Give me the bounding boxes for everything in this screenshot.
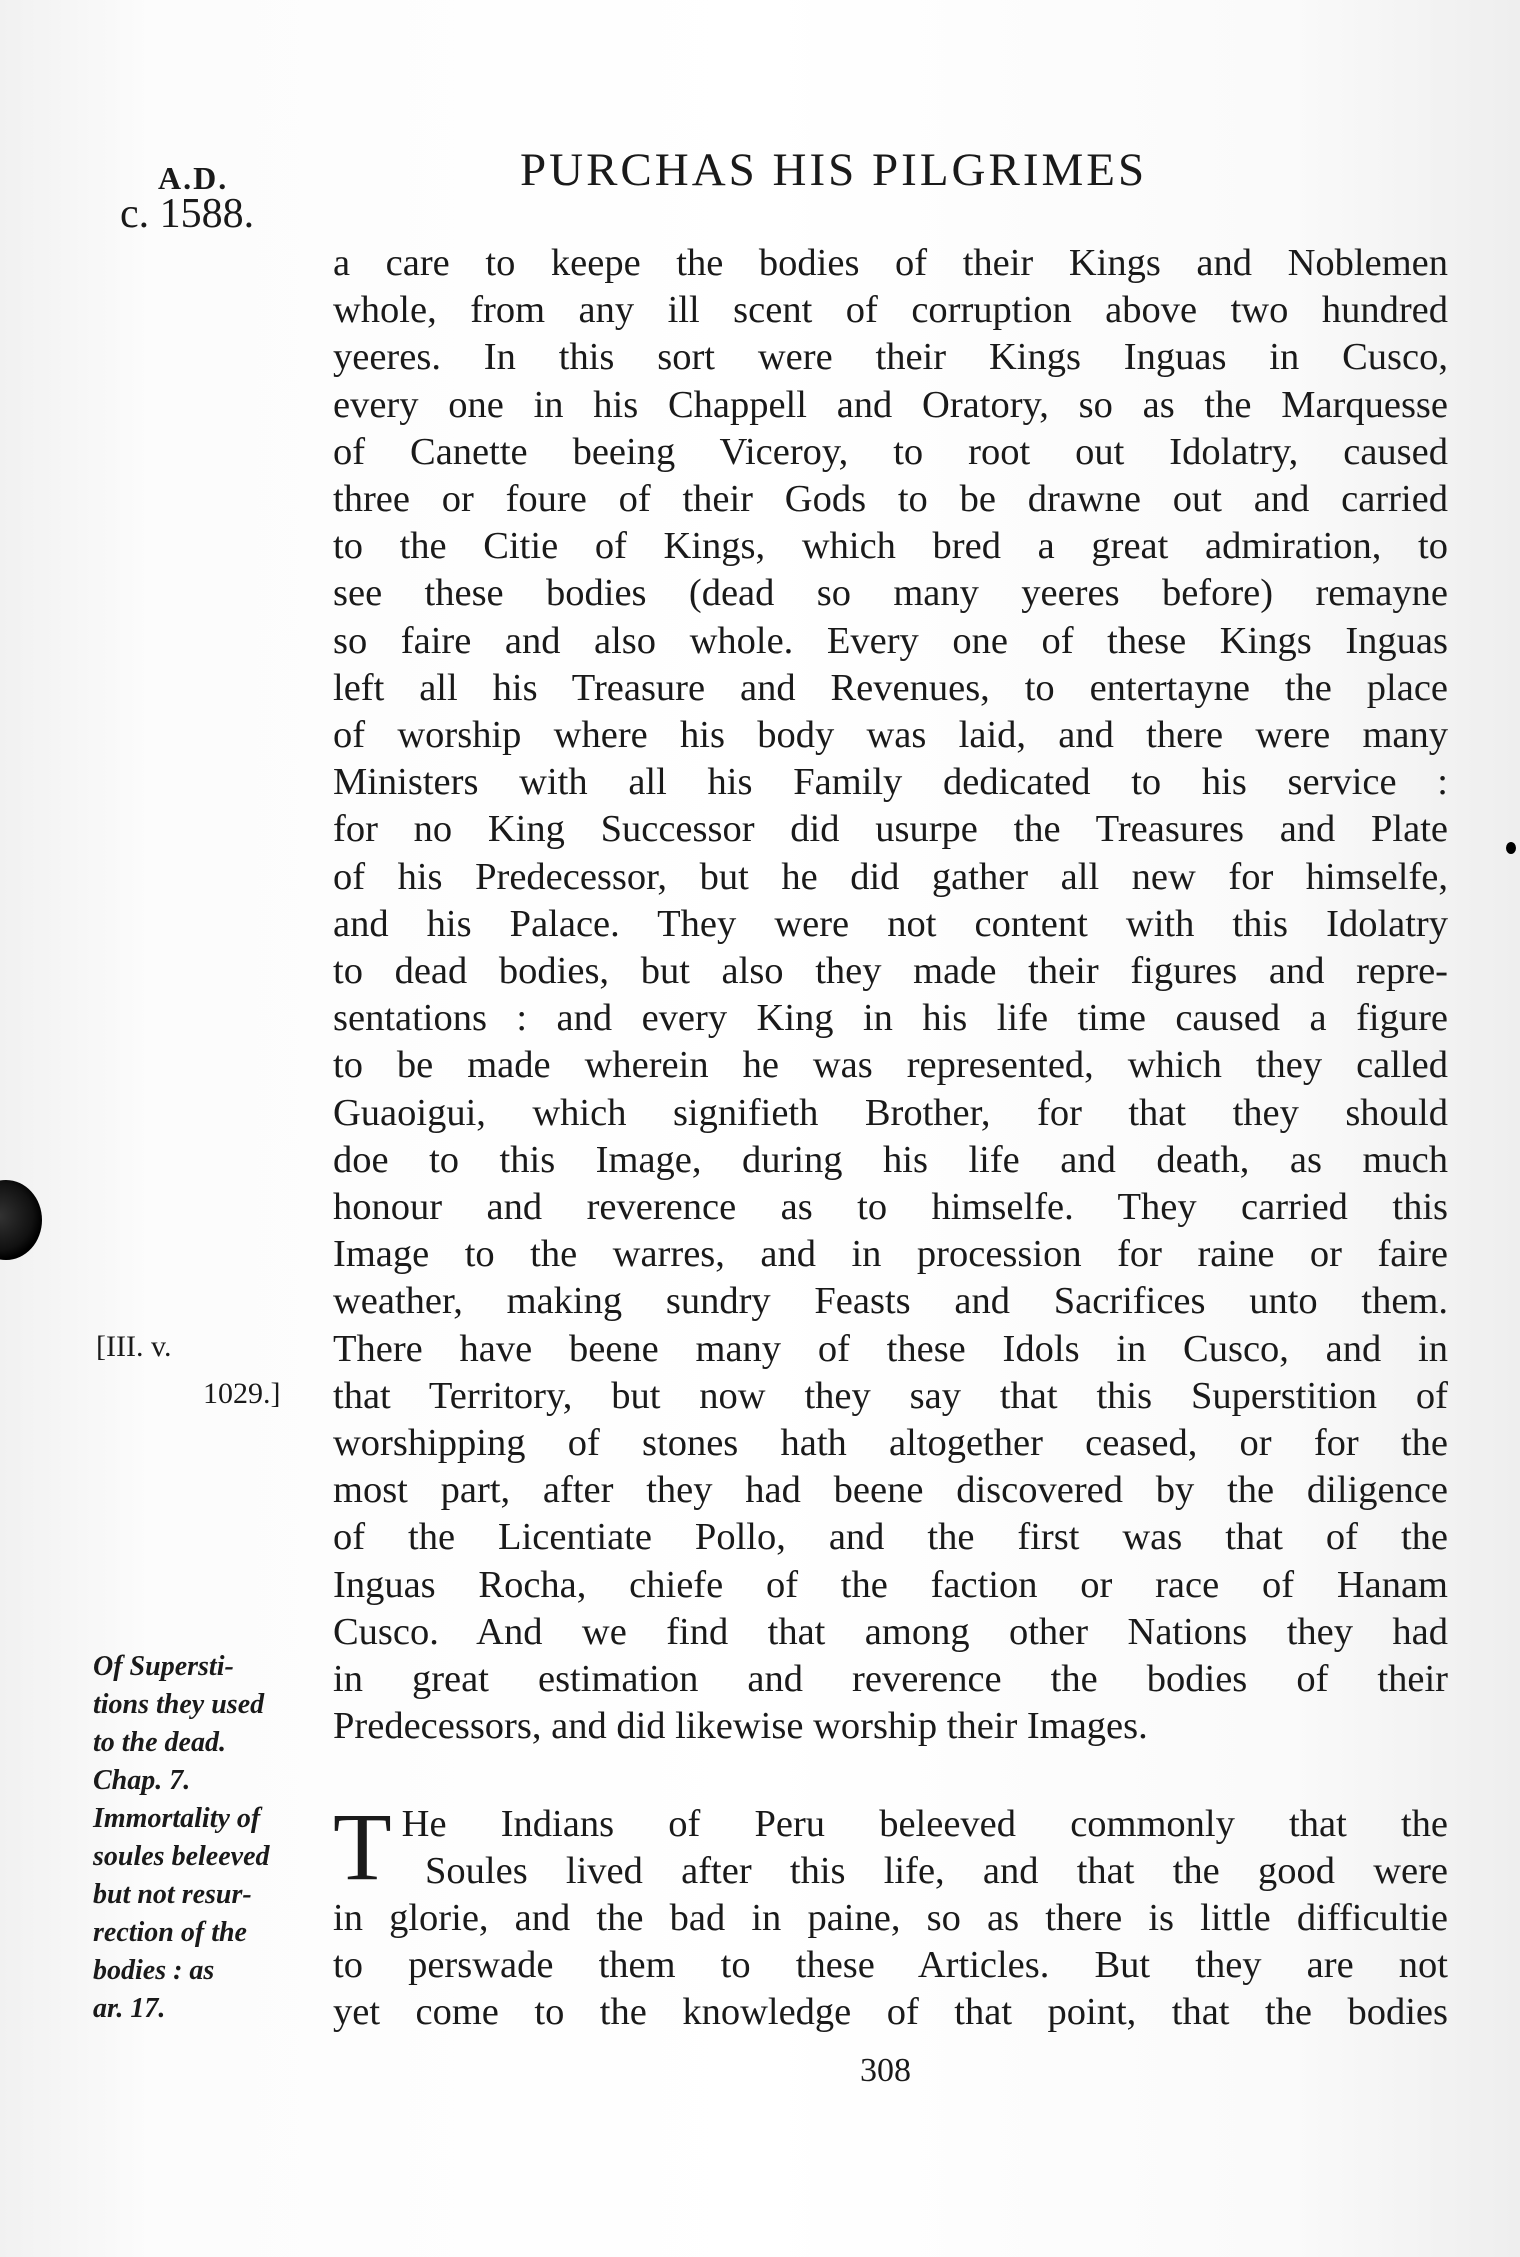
note-line: soules beleeved — [93, 1841, 270, 1872]
anno-domini-label: A.D. — [158, 160, 229, 196]
text-line: whole, from any ill scent of corruption above two hundred — [333, 289, 1448, 332]
text-line: Soules lived after this life, and that the good were — [425, 1849, 1448, 1892]
text-line: honour and reverence as to himselfe. They carried this — [333, 1186, 1448, 1229]
text-line: yet come to the knowledge of that point, that the bodies — [333, 1991, 1448, 2034]
text-line: so faire and also whole. Every one of these Kings Inguas — [333, 619, 1448, 662]
note-line: rection of the — [93, 1917, 247, 1948]
edge-mark — [1506, 842, 1516, 854]
text-line: Image to the warres, and in procession for raine or faire — [333, 1233, 1448, 1276]
text-line: to the Citie of Kings, which bred a great admiration, to — [333, 525, 1448, 568]
margin-note-immortality — [93, 1800, 270, 2028]
text-line: and his Palace. They were not content with this Idolatry — [333, 902, 1448, 945]
margin-ref-volume: [III. v. — [96, 1330, 172, 1363]
text-line: of worship where his body was laid, and there were many — [333, 714, 1448, 757]
year-label: c. 1588. — [120, 191, 255, 237]
text-line: most part, after they had beene discovered by the diligence — [333, 1469, 1448, 1512]
text-line: There have beene many of these Idols in Cusco, and in — [333, 1327, 1448, 1370]
note-line: Of Supersti- — [93, 1651, 234, 1682]
text-line: worshipping of stones hath altogether ceased, or for the — [333, 1422, 1448, 1465]
text-line: yeeres. In this sort were their Kings Inguas in Cusco, — [333, 336, 1448, 379]
margin-ref-page: 1029.] — [203, 1377, 281, 1410]
drop-cap: T — [333, 1792, 392, 1900]
text-line: a care to keepe the bodies of their Kings and Noblemen — [333, 242, 1448, 284]
text-line: to be made wherein he was represented, which they called — [333, 1044, 1448, 1087]
margin-note-superstitions — [93, 1648, 264, 1800]
note-line: ar. 17. — [93, 1993, 166, 2024]
note-line: to the dead. — [93, 1727, 226, 1758]
note-line: Chap. 7. — [93, 1765, 191, 1796]
text-line: to dead bodies, but also they made their figures and repre- — [333, 950, 1448, 993]
text-line: in great estimation and reverence the bodies of their — [333, 1658, 1448, 1701]
text-line: He Indians of Peru beleeved commonly that the — [401, 1802, 1448, 1845]
text-line: see these bodies (dead so many yeeres before) remayne — [333, 572, 1448, 615]
note-line: bodies : as — [93, 1955, 215, 1986]
text-line: every one in his Chappell and Oratory, so as the Marquesse — [333, 383, 1448, 426]
text-line: weather, making sundry Feasts and Sacrifices unto them. — [333, 1280, 1448, 1323]
text-line: for no King Successor did usurpe the Treasures and Plate — [333, 808, 1448, 851]
text-line: Ministers with all his Family dedicated to his service : — [333, 761, 1448, 804]
text-line: doe to this Image, during his life and death, as much — [333, 1138, 1448, 1181]
text-line: of the Licentiate Pollo, and the first was that of the — [333, 1516, 1448, 1559]
text-line: that Territory, but now they say that this Superstition of — [333, 1374, 1448, 1417]
text-line: Guaoigui, which signifieth Brother, for that they should — [333, 1091, 1448, 1134]
running-title: PURCHAS HIS PILGRIMES — [520, 144, 1148, 196]
page-number: 308 — [860, 2052, 911, 2089]
note-line: tions they used — [93, 1689, 265, 1720]
text-line: in glorie, and the bad in paine, so as there is little difficultie — [333, 1896, 1448, 1939]
text-line: three or foure of their Gods to be drawne out and carried — [333, 478, 1448, 521]
text-line: left all his Treasure and Revenues, to entertayne the place — [333, 666, 1448, 709]
note-line: but not resur- — [93, 1879, 252, 1910]
paragraph-2 — [333, 1792, 1448, 2037]
text-line: of Canette beeing Viceroy, to root out Idolatry, caused — [333, 430, 1448, 473]
note-line: Immortality of — [93, 1803, 261, 1834]
text-line: of his Predecessor, but he did gather all new for himselfe, — [333, 855, 1448, 898]
main-text — [333, 240, 1448, 2037]
paragraph-gap — [333, 1751, 1448, 1801]
text-line: Inguas Rocha, chiefe of the faction or race of Hanam — [333, 1563, 1448, 1606]
text-line: to perswade them to these Articles. But they are not — [333, 1944, 1448, 1987]
text-line: Predecessors, and did likewise worship their Images. — [333, 1705, 1148, 1748]
paragraph-1 — [333, 240, 1448, 1751]
text-line: sentations : and every King in his life time caused a figure — [333, 997, 1448, 1040]
text-line: Cusco. And we find that among other Nations they had — [333, 1610, 1448, 1653]
